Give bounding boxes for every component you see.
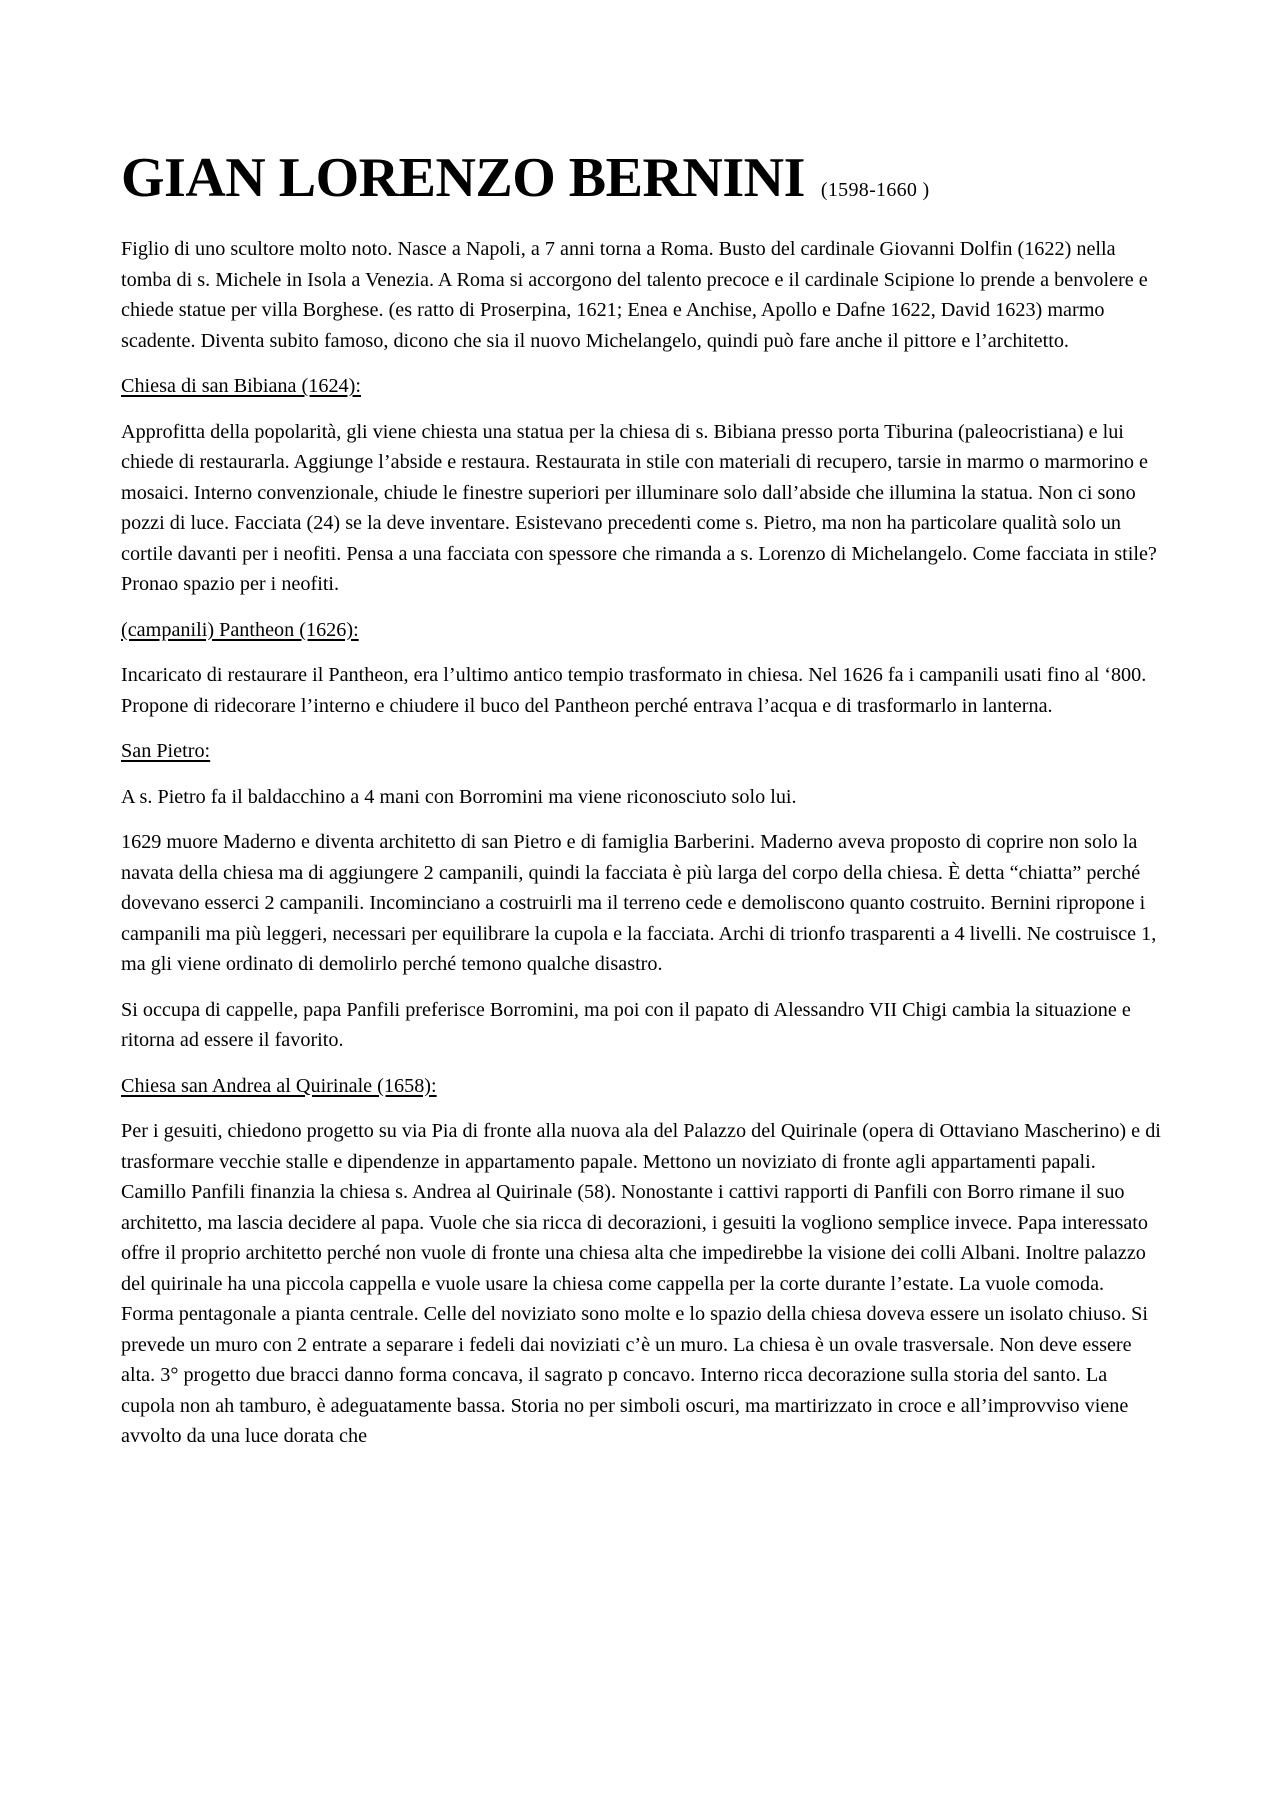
paragraph-san-pietro-2: 1629 muore Maderno e diventa architetto di san Pietro e di famiglia Barberini. Maderno aveva proposto di coprire non solo la navata della chiesa ma di aggiungere 2 campanili, quindi la facciata è più larga del corpo della chiesa. È detta “chiatta” perché dovevano esserci 2 campanili. Incominciano a costruirli ma il terreno cede e demoliscono quanto costruito. Bernini ripropone i campanili ma più leggeri, necessari per equilibrare la cupola e la facciata. Archi di trionfo trasparenti a 4 livelli. Ne costruisce 1, ma gli viene ordinato di demolirlo perché temono qualche disastro. (121, 831, 1157, 975)
paragraph-pantheon: Incaricato di restaurare il Pantheon, era l’ultimo antico tempio trasformato in chiesa. Nel 1626 fa i campanili usati fino al ‘800. Propone di ridecorare l’interno e chiudere il buco del Pantheon perché entrava l’acqua e di trasformarlo in lanterna. (121, 664, 1147, 717)
section-heading-pantheon: (campanili) Pantheon (1626): (121, 618, 359, 641)
title-dates: (1598-1660 ) (820, 179, 930, 201)
section-heading-bibiana: Chiesa di san Bibiana (1624): (121, 375, 361, 397)
title-line (121, 147, 1161, 209)
paragraph-bibiana: Approfitta della popolarità, gli viene chiesta una statua per la chiesa di s. Bibiana presso porta Tiburina (paleocristiana) e lui chiede di restaurarla. Aggiunge l’abside e restaura. Restaurata in stile con materiali di recupero, tarsie in marmo o marmorino e mosaici. Interno convenzionale, chiude le finestre superiori per illuminare solo dall’abside che illumina la statua. Non ci sono pozzi di luce. Facciata (24) se la deve inventare. Esistevano precedenti come s. Pietro, ma non ha particolare qualità solo un cortile davanti per i neofiti. Pensa a una facciata con spessore che rimanda a s. Lorenzo di Michelangelo. Come facciata in stile? Pronao spazio per i neofiti. (121, 420, 1157, 595)
page-title: GIAN LORENZO BERNINI (121, 147, 805, 209)
intro-paragraph: Figlio di uno scultore molto noto. Nasce a Napoli, a 7 anni torna a Roma. Busto del cardinale Giovanni Dolfin (1622) nella tomba di s. Michele in Isola a Venezia. A Roma si accorgono del talento precoce e il cardinale Scipione lo prende a benvolere e chiede statue per villa Borghese. (es ratto di Proserpina, 1621; Enea e Anchise, Apollo e Dafne 1622, David 1623) marmo scadente. Diventa subito famoso, dicono che sia il nuovo Michelangelo, quindi può fare anche il pittore e l’architetto. (121, 238, 1148, 352)
paragraph-san-andrea: Per i gesuiti, chiedono progetto su via Pia di fronte alla nuova ala del Palazzo del Quirinale (opera di Ottaviano Mascherino) e di trasformare vecchie stalle e dipendenze in appartamento papale. Mettono un noviziato di fronte agli appartamenti papali. Camillo Panfili finanzia la chiesa s. Andrea al Quirinale (58). Nonostante i cattivi rapporti di Panfili con Borro rimane il suo architetto, ma lascia decidere al papa. Vuole che sia ricca di decorazioni, i gesuiti la vogliono semplice invece. Papa interessato offre il proprio architetto perché non vuole di fronte una chiesa alta che impedirebbe la visione dei colli Albani. Inoltre palazzo del quirinale ha una piccola cappella e vuole usare la chiesa come cappella per la corte durante l’estate. La vuole comoda. Forma pentagonale a pianta centrale. Celle del noviziato sono molte e lo spazio della chiesa doveva essere un isolato chiuso. Si prevede un muro con 2 entrate a separare i fedeli dai noviziati c’è un muro. La chiesa è un ovale trasversale. Non deve essere alta. 3° progetto due bracci danno forma concava, il sagrato p concavo. Interno ricca decorazione sulla storia del santo. La cupola non ah tamburo, è adeguatamente bassa. Storia no per simboli oscuri, ma martirizzato in croce e all’improvviso viene avvolto da una luce dorata che (121, 1120, 1161, 1447)
paragraph-san-pietro-3: Si occupa di cappelle, papa Panfili preferisce Borromini, ma poi con il papato di Alessandro VII Chigi cambia la situazione e ritorna ad essere il favorito. (121, 998, 1131, 1051)
document-page (121, 147, 1161, 1467)
section-heading-san-andrea: Chiesa san Andrea al Quirinale (1658): (121, 1074, 437, 1097)
paragraph-san-pietro-1: A s. Pietro fa il baldacchino a 4 mani con Borromini ma viene riconosciuto solo lui. (121, 785, 797, 808)
section-heading-san-pietro: San Pietro: (121, 740, 211, 762)
